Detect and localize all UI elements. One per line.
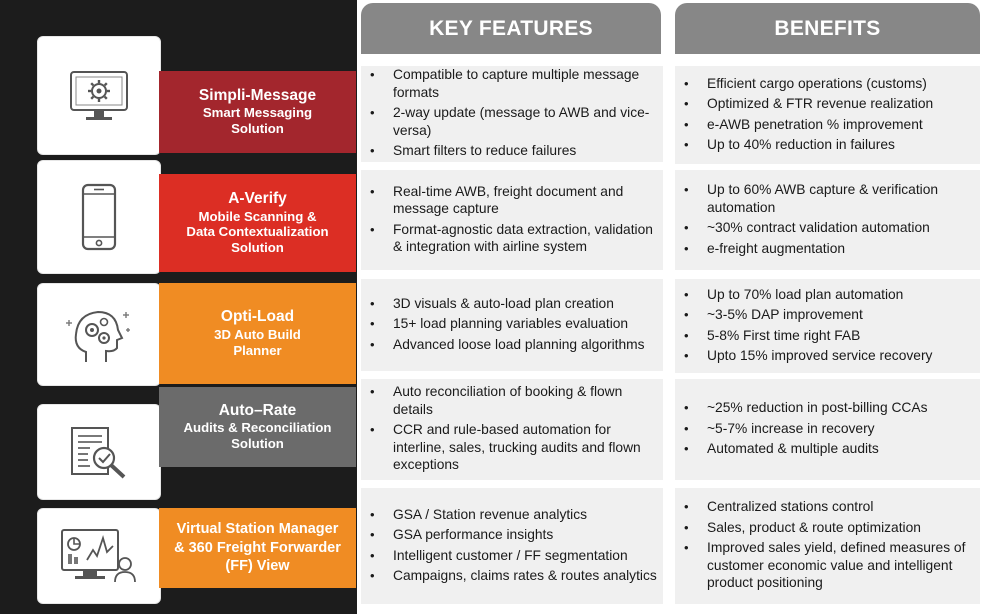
row-2-icon-card [37, 160, 161, 274]
row-5-icon-card [37, 508, 161, 604]
document-magnifier-icon [66, 422, 132, 482]
feature-item: • Compatible to capture multiple message formats [361, 66, 659, 101]
product-name: Opti-Load [220, 308, 295, 326]
feature-item: • 2-way update (message to AWB and vice-versa) [361, 104, 659, 139]
benefit-item: • Up to 60% AWB capture & verification automation [675, 181, 976, 216]
feature-item: • 15+ load planning variables evaluation [361, 315, 659, 333]
product-a-verify [159, 174, 356, 272]
benefit-item: • Improved sales yield, defined measures of customer economic value and intelligent product positioning [675, 539, 976, 592]
feature-item: • Format-agnostic data extraction, validation & integration with airline system [361, 221, 659, 256]
key-features-header: KEY FEATURES [361, 3, 661, 54]
smartphone-icon [79, 182, 119, 252]
benefit-item: • Up to 70% load plan automation [675, 286, 976, 304]
head-gears-icon [64, 304, 134, 366]
benefit-item: • Efficient cargo operations (customs) [675, 75, 976, 93]
product-subtitle-line: Planner [233, 342, 282, 358]
benefit-item: • Up to 40% reduction in failures [675, 136, 976, 154]
row-1-benefits [675, 66, 980, 164]
feature-item: • Auto reconciliation of booking & flown details [361, 383, 659, 418]
feature-item: • GSA performance insights [361, 526, 659, 544]
product-subtitle-line: Solution [231, 240, 284, 256]
feature-item: • Intelligent customer / FF segmentation [361, 547, 659, 565]
product-name: Auto–Rate [218, 401, 297, 419]
benefit-item: • ~3-5% DAP improvement [675, 306, 976, 324]
row-4-features [361, 379, 663, 480]
product-subtitle-line: Solution [231, 436, 284, 452]
benefit-item: • Automated & multiple audits [675, 440, 976, 458]
product-opti-load [159, 283, 356, 384]
row-3-icon-card [37, 283, 161, 386]
product-subtitle-line: Smart Messaging [202, 105, 313, 121]
row-1-icon-card [37, 36, 161, 155]
row-3-features [361, 279, 663, 371]
benefit-item: • Upto 15% improved service recovery [675, 347, 976, 365]
row-2-benefits [675, 170, 980, 270]
benefit-item: • Sales, product & route optimization [675, 519, 976, 537]
benefit-item: • Centralized stations control [675, 498, 976, 516]
product-virtual-station-manager [159, 508, 356, 588]
feature-item: • Advanced loose load planning algorithms [361, 336, 659, 354]
product-subtitle-line: Data Contextualization [186, 224, 329, 240]
benefit-item: • Optimized & FTR revenue realization [675, 95, 976, 113]
feature-item: • 3D visuals & auto-load plan creation [361, 295, 659, 313]
benefit-item: • 5-8% First time right FAB [675, 327, 976, 345]
product-name: Virtual Station Manager & 360 Freight Forwarder (FF) View [174, 520, 341, 575]
monitor-gear-icon [68, 69, 130, 123]
product-subtitle-line: 3D Auto Build [214, 326, 301, 342]
feature-item: • CCR and rule-based automation for interline, sales, trucking audits and flown exceptions [361, 421, 659, 474]
dashboard-user-icon [59, 526, 139, 586]
benefit-item: • ~30% contract validation automation [675, 219, 976, 237]
product-name: A-Verify [228, 189, 287, 207]
feature-item: • GSA / Station revenue analytics [361, 506, 659, 524]
row-1-features [361, 66, 663, 162]
benefit-item: • ~25% reduction in post-billing CCAs [675, 399, 976, 417]
benefit-item: • ~5-7% increase in recovery [675, 420, 976, 438]
row-2-features [361, 170, 663, 270]
row-5-features [361, 488, 663, 604]
product-subtitle-line: Solution [231, 121, 284, 137]
row-4-benefits [675, 379, 980, 480]
row-3-benefits [675, 279, 980, 373]
product-auto-rate [159, 387, 356, 467]
row-4-icon-card [37, 404, 161, 500]
product-subtitle-line: Mobile Scanning & [198, 208, 317, 224]
feature-item: • Smart filters to reduce failures [361, 142, 659, 160]
feature-item: • Real-time AWB, freight document and message capture [361, 183, 659, 218]
benefit-item: • e-freight augmentation [675, 240, 976, 258]
product-subtitle-line: Audits & Reconciliation [183, 420, 332, 436]
benefits-header: BENEFITS [675, 3, 980, 54]
product-name: Simpli-Message [198, 86, 317, 104]
benefit-item: • e-AWB penetration % improvement [675, 116, 976, 134]
row-5-benefits [675, 488, 980, 604]
feature-item: • Campaigns, claims rates & routes analytics [361, 567, 659, 585]
product-simpli-message [159, 71, 356, 153]
